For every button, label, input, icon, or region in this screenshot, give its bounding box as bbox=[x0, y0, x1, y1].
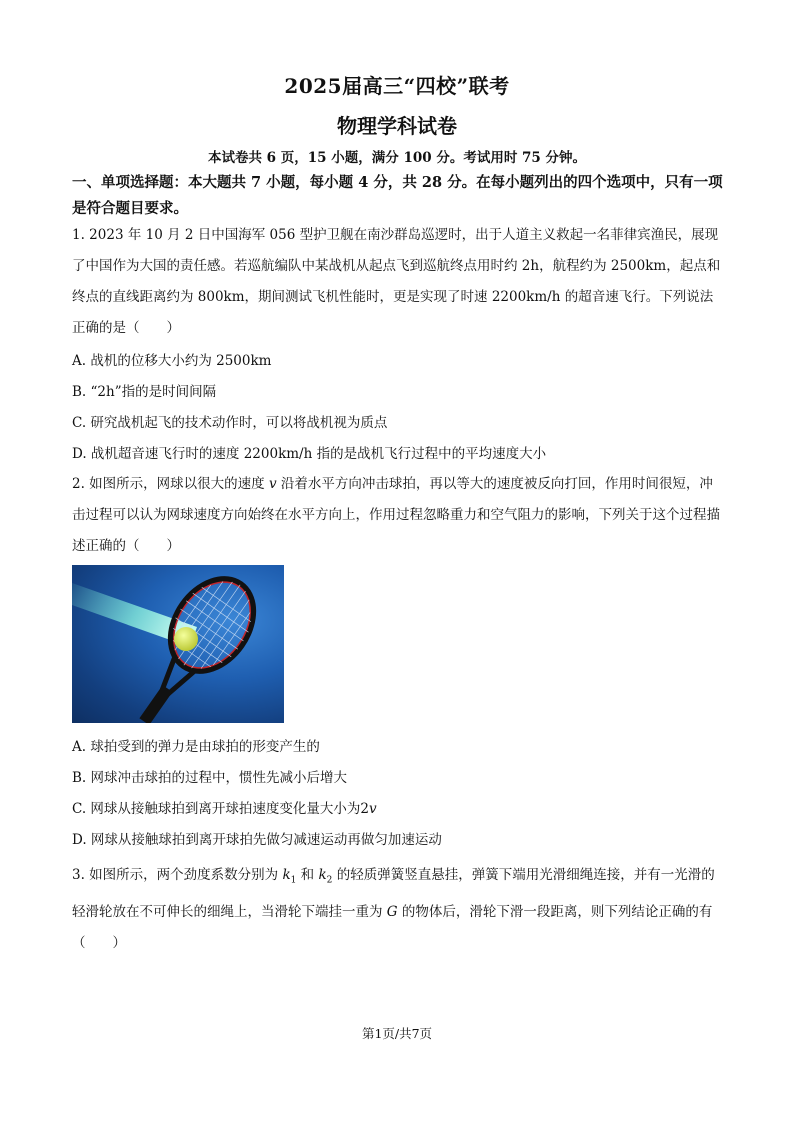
exam-title: 2025届高三“四校”联考 bbox=[284, 74, 510, 98]
subject-title: 物理学科试卷 bbox=[337, 114, 457, 138]
exam-note: 本试卷共 6 页，15 小题，满分 100 分。考试用时 75 分钟。 bbox=[207, 150, 587, 166]
tennis-racket-image bbox=[72, 565, 284, 723]
question-1-stem: 1. 2023 年 10 月 2 日中国海军 056 型护卫舰在南沙群岛巡逻时，出于人道主义救起一名菲律宾渔民，展现了中国作为大国的责任感。若巡航编队中某战机从起点飞到巡航终点用时约 2h，航程约为 2500km，起点和终点的直线距离约为 800km，期间测试飞机性能时，更是实现了时速 2200km/h 的超音速飞行。下列说法正确的是（ ） bbox=[72, 227, 721, 336]
q1-option-b: B. “2h”指的是时间间隔 bbox=[72, 384, 217, 400]
q3-and: 和 bbox=[296, 867, 319, 883]
q3-part3: 的物体后，滑轮下滑一段距离，则下列结论正确的有（ ） bbox=[72, 903, 713, 951]
question-2-stem bbox=[72, 469, 724, 562]
q1-option-d: D. 战机超音速飞行时的速度 2200km/h 指的是战机飞行过程中的平均速度大小 bbox=[72, 446, 547, 462]
q2-option-c-var: v bbox=[369, 801, 377, 817]
q1-option-a: A. 战机的位移大小约为 2500km bbox=[72, 353, 272, 369]
q2-velocity-var: v bbox=[268, 476, 277, 492]
q3-part1: 3. 如图所示，两个劲度系数分别为 bbox=[72, 867, 283, 883]
q1-option-c: C. 研究战机起飞的技术动作时，可以将战机视为质点 bbox=[72, 415, 388, 431]
q3-k2-sub: 2 bbox=[326, 875, 333, 886]
q2-option-c bbox=[72, 797, 377, 817]
q2-option-c-text: C. 网球从接触球拍到离开球拍速度变化量大小为2 bbox=[72, 801, 370, 817]
q2-option-a: A. 球拍受到的弹力是由球拍的形变产生的 bbox=[72, 739, 320, 755]
q2-option-d: D. 网球从接触球拍到离开球拍先做匀减速运动再做匀加速运动 bbox=[72, 832, 442, 848]
question-3-stem bbox=[72, 860, 724, 959]
q2-stem-a: 2. 如图所示，网球以很大的速度 bbox=[72, 476, 269, 492]
page-footer: 第1页/共7页 bbox=[361, 1026, 433, 1041]
q3-k1: k bbox=[282, 867, 291, 883]
q3-G: G bbox=[386, 903, 398, 920]
tennis-ball bbox=[174, 627, 198, 651]
section-heading: 一、单项选择题：本大题共 7 小题，每小题 4 分，共 28 分。在每小题列出的四个选项中，只有一项是符合题目要求。 bbox=[72, 174, 723, 217]
q3-part2: 的轻质弹簧竖直悬挂，弹簧下端用光滑细绳连接，并有一光滑的轻滑轮放在不可伸长的细绳上，当滑轮下端挂一重为 bbox=[72, 867, 715, 920]
q2-stem-b: 沿着水平方向冲击球拍，再以等大的速度被反向打回，作用时间很短，冲击过程可以认为网球速度方向始终在水平方向上，作用过程忽略重力和空气阻力的影响，下列关于这个过程描述正确的（ ） bbox=[72, 476, 720, 554]
tennis-racket-illustration bbox=[72, 565, 284, 723]
q3-k2: k bbox=[318, 867, 327, 883]
q2-option-b: B. 网球冲击球拍的过程中，惯性先减小后增大 bbox=[72, 770, 348, 786]
q3-k1-sub: 1 bbox=[290, 875, 297, 886]
